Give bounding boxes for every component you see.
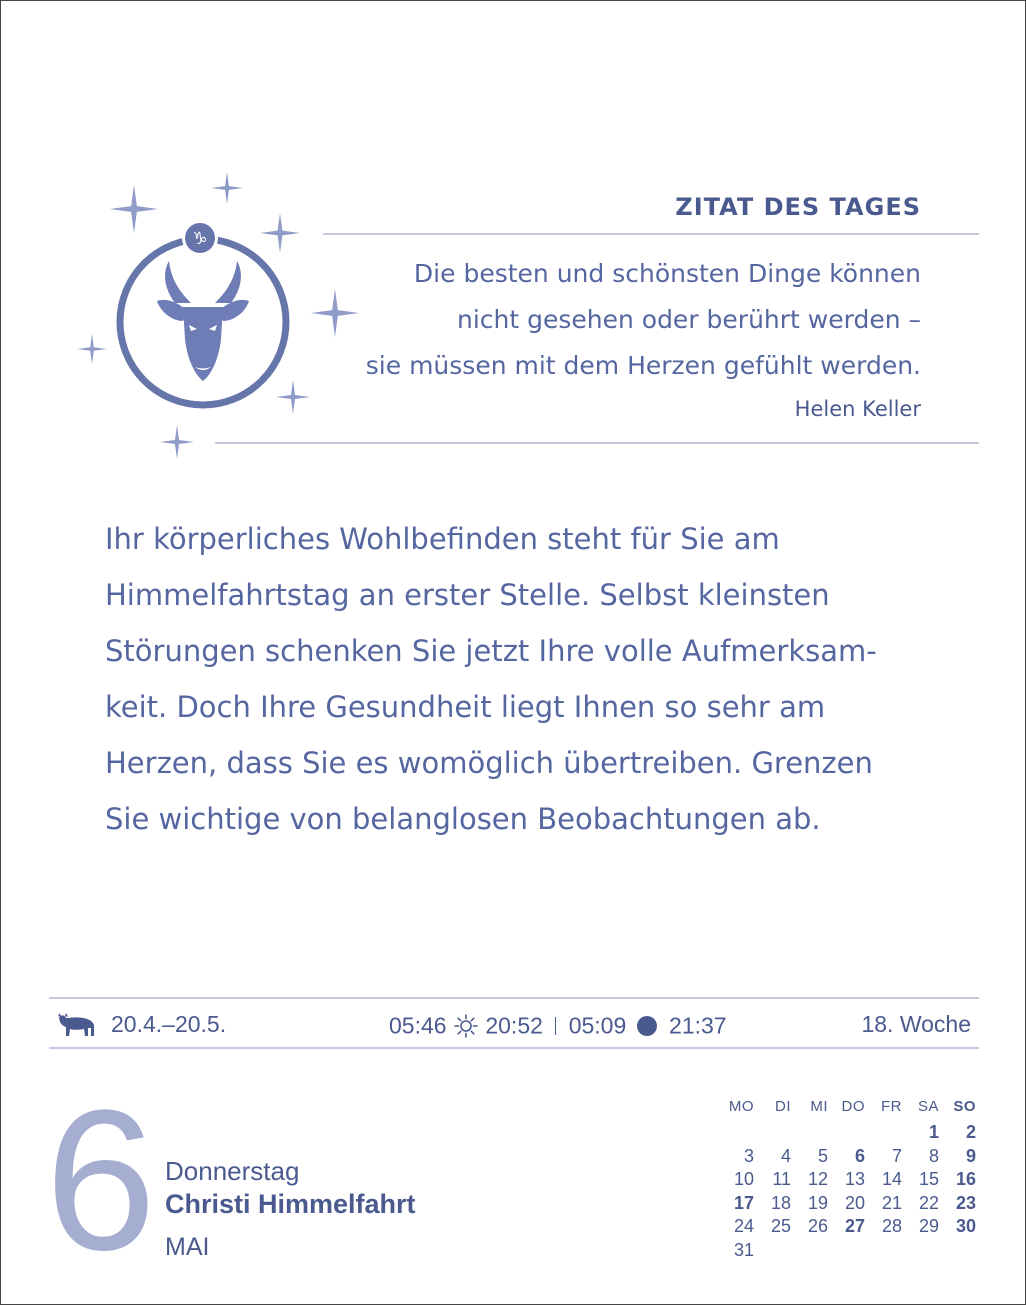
- capricorn-ibex-icon: [71, 169, 371, 469]
- calendar-day: 25: [770, 1216, 791, 1236]
- calendar-weekday-header: DO: [841, 1098, 865, 1115]
- calendar-weekday-header: MO: [728, 1098, 754, 1115]
- calendar-day: 21: [881, 1192, 902, 1213]
- week-number: 18. Woche: [861, 1011, 971, 1037]
- zodiac-date-range: 20.4.–20.5.: [111, 1011, 227, 1037]
- calendar-day: 20: [844, 1192, 865, 1213]
- calendar-day: 9: [965, 1145, 976, 1166]
- horoscope-text: [105, 511, 955, 847]
- calendar-day: 22: [918, 1192, 939, 1213]
- sparkle-star-icon: [260, 213, 300, 253]
- sparkle-star-icon: [110, 185, 158, 233]
- horoscope-line: Herzen, dass Sie es womöglich übertreiben. Grenzen: [105, 746, 873, 780]
- quote-bottom-divider: [215, 442, 979, 444]
- quote-title: ZITAT DES TAGES: [675, 193, 921, 221]
- calendar-day: 18: [770, 1192, 791, 1213]
- calendar-day: 2: [965, 1122, 976, 1142]
- moonrise-time: 05:09: [568, 1012, 627, 1039]
- calendar-day: 10: [733, 1169, 754, 1189]
- calendar-day: 16: [955, 1169, 976, 1189]
- calendar-day: [791, 1239, 828, 1263]
- sun-moon-times: [389, 1011, 727, 1039]
- quote-line: sie müssen mit dem Herzen gefühlt werden.: [365, 351, 921, 380]
- calendar-day: 3: [743, 1145, 754, 1166]
- calendar-day: 13: [844, 1169, 865, 1189]
- sunrise-time: 05:46: [389, 1012, 447, 1039]
- calendar-day: [828, 1121, 865, 1145]
- calendar-day: 4: [780, 1145, 791, 1166]
- sparkle-star-icon: [77, 334, 107, 364]
- day-number: 6: [45, 1069, 157, 1292]
- capricorn-sign-icon: ♑: [192, 229, 208, 249]
- calendar-day: 17: [733, 1192, 754, 1213]
- calendar-week-row: [717, 1192, 976, 1216]
- calendar-day: 8: [928, 1145, 939, 1166]
- calendar-weekday-header: MI: [810, 1098, 828, 1115]
- calendar-week-row: [717, 1121, 976, 1145]
- calendar-week-row: [717, 1145, 976, 1169]
- quote-text: [366, 251, 921, 389]
- weekday: Donnerstag: [165, 1156, 300, 1186]
- calendar-day: [902, 1239, 939, 1263]
- calendar-day: 29: [918, 1216, 939, 1236]
- calendar-day: [939, 1239, 976, 1263]
- calendar-day: [828, 1239, 865, 1263]
- calendar-day: 24: [733, 1216, 754, 1236]
- calendar-weekday-header: SA: [917, 1098, 939, 1115]
- quote-author: Helen Keller: [794, 397, 921, 421]
- calendar-weekday-header: FR: [881, 1098, 902, 1115]
- sparkle-star-icon: [276, 380, 310, 414]
- quote-line: Die besten und schönsten Dinge können: [413, 259, 921, 288]
- sparkle-star-icon: [211, 172, 243, 204]
- info-bottom-divider: [49, 1047, 979, 1049]
- calendar-header: [717, 1095, 976, 1121]
- calendar-day: [717, 1121, 754, 1145]
- calendar-weekday-header: DI: [775, 1098, 791, 1115]
- calendar-day: [865, 1121, 902, 1145]
- calendar-day: [754, 1121, 791, 1145]
- calendar-day: 31: [733, 1239, 754, 1260]
- calendar-day: 5: [817, 1145, 828, 1166]
- horoscope-line: Himmelfahrtstag an erster Stelle. Selbst kleinsten: [105, 578, 830, 612]
- calendar-day: 1: [928, 1122, 939, 1142]
- quote-line: nicht gesehen oder berührt werden –: [456, 305, 921, 334]
- calendar-day: 14: [881, 1169, 902, 1189]
- horoscope-line: Störungen schenken Sie jetzt Ihre volle Aufmerksam-: [105, 634, 877, 668]
- moonset-time: 21:37: [669, 1012, 727, 1039]
- calendar-day: [754, 1239, 791, 1263]
- calendar-day: [865, 1239, 902, 1263]
- calendar-day: 6: [854, 1145, 865, 1166]
- calendar-week-row: [717, 1215, 976, 1239]
- horoscope-line: Ihr körperliches Wohlbefinden steht für Sie am: [105, 522, 780, 556]
- calendar-week-row: [717, 1239, 976, 1263]
- horoscope-line: keit. Doch Ihre Gesundheit liegt Ihnen so sehr am: [105, 690, 826, 724]
- sparkle-star-icon: [160, 425, 194, 459]
- calendar-week-row: [717, 1168, 976, 1192]
- month-name: MAI: [165, 1233, 210, 1261]
- calendar-day: 11: [772, 1169, 791, 1189]
- sparkle-star-icon: [311, 289, 359, 337]
- calendar-day: 7: [891, 1145, 902, 1166]
- quote-top-divider: [323, 233, 979, 235]
- info-bar: [49, 999, 979, 1049]
- calendar-day: 30: [955, 1216, 976, 1236]
- time-separator: [555, 1017, 556, 1035]
- calendar-day: 15: [918, 1169, 939, 1189]
- mini-calendar: [717, 1095, 976, 1262]
- bull-icon: [57, 1012, 97, 1038]
- calendar-day: 12: [807, 1169, 828, 1189]
- calendar-day: 23: [955, 1192, 976, 1213]
- calendar-day: 28: [881, 1216, 902, 1236]
- calendar-weekday-header: SO: [953, 1098, 976, 1115]
- moon-icon: [637, 1016, 657, 1036]
- holiday-name: Christi Himmelfahrt: [165, 1189, 416, 1219]
- calendar-day: 19: [807, 1192, 828, 1213]
- calendar-day: [791, 1121, 828, 1145]
- horoscope-line: Sie wichtige von belanglosen Beobachtungen ab.: [105, 802, 821, 836]
- calendar-day: 26: [807, 1216, 828, 1236]
- sun-icon: [453, 1013, 479, 1039]
- calendar-day: 27: [844, 1216, 865, 1236]
- sunset-time: 20:52: [485, 1012, 543, 1039]
